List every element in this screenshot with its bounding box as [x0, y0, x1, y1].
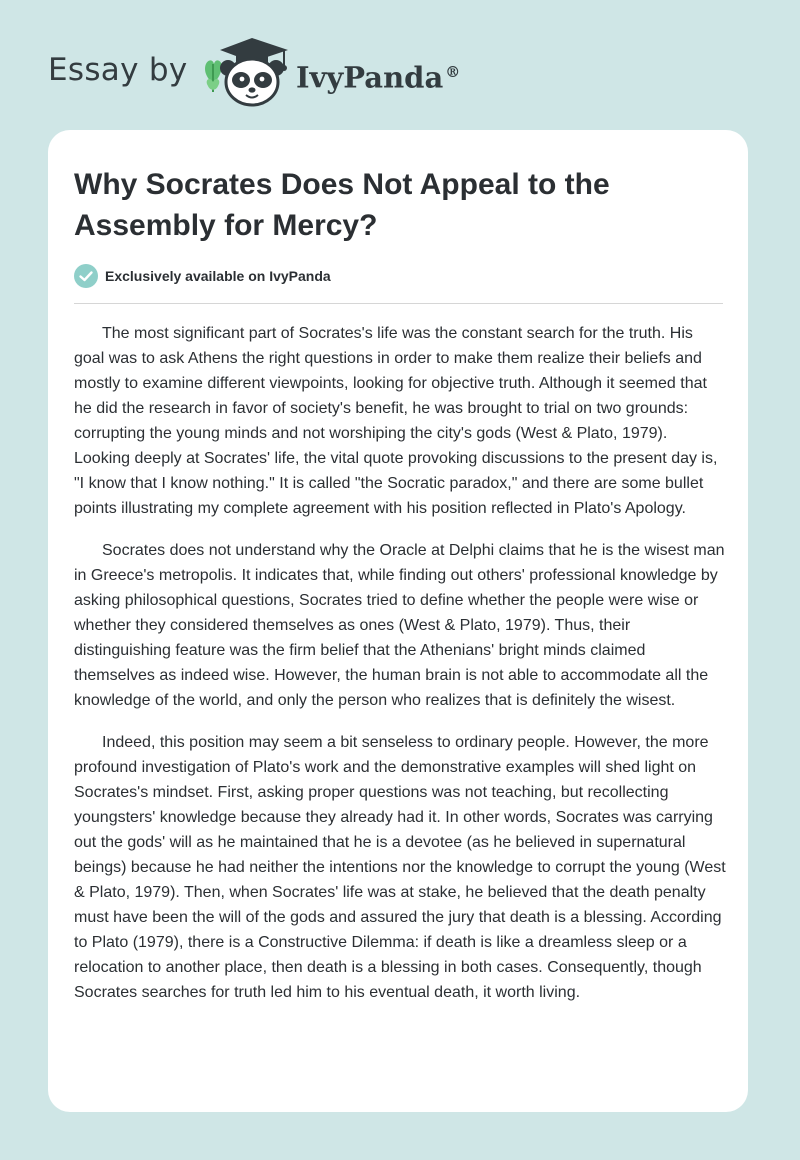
essay-title: Why Socrates Does Not Appeal to the Assembly for Mercy?: [74, 168, 610, 242]
divider: [74, 303, 723, 304]
panda-logo-icon[interactable]: [200, 34, 292, 108]
essay-body: [74, 321, 726, 1022]
brand-name: [296, 52, 460, 98]
badge-label: Exclusively available on IvyPanda: [105, 268, 331, 284]
exclusive-badge: [74, 263, 331, 289]
brand-prefix: Essay by: [48, 52, 188, 88]
check-circle-icon: [74, 264, 98, 288]
brand-name-text: IvyPanda: [296, 60, 444, 95]
essay-paragraph: Socrates does not understand why the Oracle at Delphi claims that he is the wisest man in Greece's metropolis. It indicates that, while finding out others' professional knowledge by asking philosophical questions, Socrates tried to define whether the people were wise or whether they considered themselves as ones (West & Plato, 1979). Thus, their distinguishing feature was the firm belief that the Athenians' bright minds claimed themselves as indeed wise. However, the human brain is not able to accommodate all the knowledge of the world, and only the person who realizes that is definitely the wisest.: [74, 542, 725, 709]
registered-mark: ®: [445, 63, 461, 81]
site-header: [0, 0, 800, 130]
essay-card: [48, 130, 748, 1112]
essay-paragraph: Indeed, this position may seem a bit senseless to ordinary people. However, the more profound investigation of Plato's work and the demonstrative examples will shed light on Socrates's mindset. First, asking proper questions was not teaching, but recollecting youngsters' knowledge because they already had it. In other words, Socrates was carrying out the gods' will as he maintained that he is a devotee (as he believed in supernatural beings) because he had neither the intentions nor the knowledge to corrupt the young (West & Plato, 1979). Then, when Socrates' life was at stake, he believed that the death penalty must have been the will of the gods and assured the jury that death is a blessing. According to Plato (1979), there is a Constructive Dilemma: if death is like a dreamless sleep or a relocation to another place, then death is a blessing in both cases. Consequently, though Socrates searches for truth led him to his eventual death, it worth living.: [74, 734, 726, 1001]
essay-paragraph: The most significant part of Socrates's life was the constant search for the truth. His goal was to ask Athens the right questions in order to make them realize their beliefs and mostly to examine different viewpoints, looking for objective truth. Although it seemed that he did the research in favor of society's benefit, he was brought to trial on two grounds: corrupting the young minds and not worshiping the city's gods (West & Plato, 1979). Looking deeply at Socrates' life, the vital quote provoking discussions to the present day is, "I know that I know nothing." It is called "the Socratic paradox," and there are some bullet points illustrating my complete agreement with his position reflected in Plato's Apology.: [74, 325, 718, 517]
